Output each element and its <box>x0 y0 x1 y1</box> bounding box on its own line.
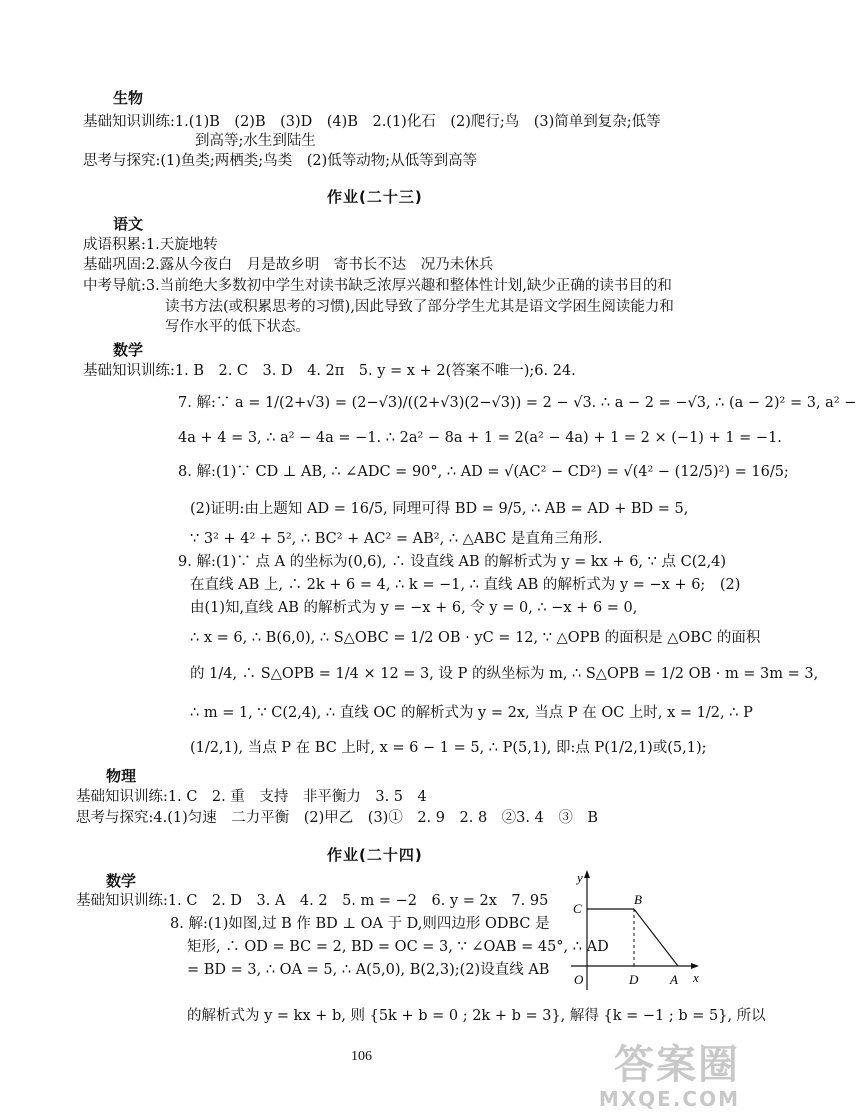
math-line: ∴ m = 1, ∵ C(2,4), ∴ 直线 OC 的解析式为 y = 2x, 当点 P 在 OC 上时, x = 1/2, ∴ P <box>190 705 753 721</box>
text-line: 成语积累:1.天旋地转 <box>83 237 218 253</box>
y-axis-arrow <box>584 870 590 878</box>
math-line: = BD = 3, ∴ OA = 5, ∴ A(5,0), B(2,3);(2)设直线 AB <box>187 962 550 978</box>
coordinate-figure <box>565 868 705 993</box>
math-line: 的 1/4, ∴ S△OPB = 1/4 × 12 = 3, 设 P 的纵坐标为 m, ∴ S△OPB = 1/2 OB · m = 3m = 3, <box>190 666 819 682</box>
text-line: 思考与探究:4.(1)匀速 二力平衡 (2)甲乙 (3)① 2. 9 2. 8 ②3. 4 ③ B <box>76 810 598 826</box>
math-line: 在直线 AB 上, ∴ 2k + 6 = 4, ∴ k = −1, ∴ 直线 AB 的解析式为 y = −x + 6; (2) <box>190 577 741 593</box>
math-line: (1/2,1), 当点 P 在 BC 上时, x = 6 − 1 = 5, ∴ P(5,1), 即:点 P(1/2,1)或(5,1); <box>190 740 707 756</box>
label-a: A <box>670 972 678 987</box>
label-b: B <box>634 892 642 907</box>
math-line: 8. 解:(1)∵ CD ⊥ AB, ∴ ∠ADC = 90°, ∴ AD = √(AC² − CD²) = √(4² − (12/5)²) = 16/5; <box>178 464 789 480</box>
math-line: 8. 解:(1)如图,过 B 作 BD ⊥ OA 于 D,则四边形 ODBC 是 <box>170 916 550 932</box>
text-line: 写作水平的低下状态。 <box>165 319 310 335</box>
x-axis-arrow <box>691 963 699 969</box>
label-c: C <box>573 901 582 916</box>
math-line: 7. 解:∵ a = 1/(2+√3) = (2−√3)/((2+√3)(2−√3)) = 2 − √3. ∴ a − 2 = −√3, ∴ (a − 2)² = 3, a² − <box>178 395 856 411</box>
math-line: 的解析式为 y = kx + b, 则 {5k + b = 0 ; 2k + b = 3}, 解得 {k = −1 ; b = 5}, 所以 <box>187 1008 766 1024</box>
text-line: 基础巩固:2.露从今夜白 月是故乡明 寄书长不达 况乃未休兵 <box>83 257 494 273</box>
math-line: ∵ 3² + 4² + 5², ∴ BC² + AC² = AB², ∴ △ABC 是直角三角形. <box>190 531 603 547</box>
text-line: 思考与探究:(1)鱼类;两栖类;鸟类 (2)低等动物;从低等到高等 <box>83 153 478 169</box>
text-line: 中考导航:3.当前绝大多数初中学生对读书缺乏浓厚兴趣和整体性计划,缺少正确的读书目的和 <box>83 278 672 294</box>
section-title-physics: 物理 <box>106 767 137 785</box>
section-title-math: 数学 <box>113 341 144 359</box>
text-line: 到高等;水生到陆生 <box>195 133 316 149</box>
math-line: (2)证明:由上题知 AD = 16/5, 同理可得 BD = 9/5, ∴ AB = AD + BD = 5, <box>190 501 689 517</box>
segment-ba <box>634 909 678 966</box>
math-line: 矩形, ∴ OD = BC = 2, BD = OC = 3, ∵ ∠OAB = 45°, ∴ AD <box>187 939 609 955</box>
math-line: 9. 解:(1)∵ 点 A 的坐标为(0,6), ∴ 设直线 AB 的解析式为 y = kx + 6, ∵ 点 C(2,4) <box>178 554 727 570</box>
math-line: ∴ x = 6, ∴ B(6,0), ∴ S△OBC = 1/2 OB · yC = 12, ∵ △OPB 的面积是 △OBC 的面积 <box>190 630 761 646</box>
label-d: D <box>629 972 639 987</box>
text-line: 读书方法(或积累思考的习惯),因此导致了部分学生尤其是语文学困生阅读能力和 <box>165 299 674 315</box>
section-title-biology: 生物 <box>113 89 144 107</box>
label-x: x <box>693 970 699 985</box>
watermark-text: 答案圈 <box>614 1042 740 1088</box>
page-number: 106 <box>351 1049 372 1064</box>
text-line: 基础知识训练:1.(1)B (2)B (3)D (4)B 2.(1)化石 (2)爬行;鸟 (3)简单到复杂;低等 <box>83 114 661 130</box>
section-title-chinese: 语文 <box>113 215 144 233</box>
math-line: 由(1)知,直线 AB 的解析式为 y = −x + 6, 令 y = 0, ∴ −x + 6 = 0, <box>190 600 638 616</box>
text-line: 基础知识训练:1. B 2. C 3. D 4. 2π 5. y = x + 2(答案不唯一);6. 24. <box>83 363 576 379</box>
label-y: y <box>577 870 583 885</box>
homework-title: 作业(二十三) <box>327 188 423 206</box>
text-line: 基础知识训练:1. C 2. 重 支持 非平衡力 3. 5 4 <box>76 789 427 805</box>
label-o: O <box>574 972 584 987</box>
homework-title: 作业(二十四) <box>327 846 423 864</box>
section-title-math: 数学 <box>106 872 137 890</box>
watermark-url: MXQE.COM <box>598 1087 740 1111</box>
math-line: 4a + 4 = 3, ∴ a² − 4a = −1. ∴ 2a² − 8a + 1 = 2(a² − 4a) + 1 = 2 × (−1) + 1 = −1. <box>178 430 782 446</box>
text-line: 基础知识训练:1. C 2. D 3. A 4. 2 5. m = −2 6. y = 2x 7. 95 <box>76 893 549 909</box>
watermark-logo <box>599 1043 740 1111</box>
